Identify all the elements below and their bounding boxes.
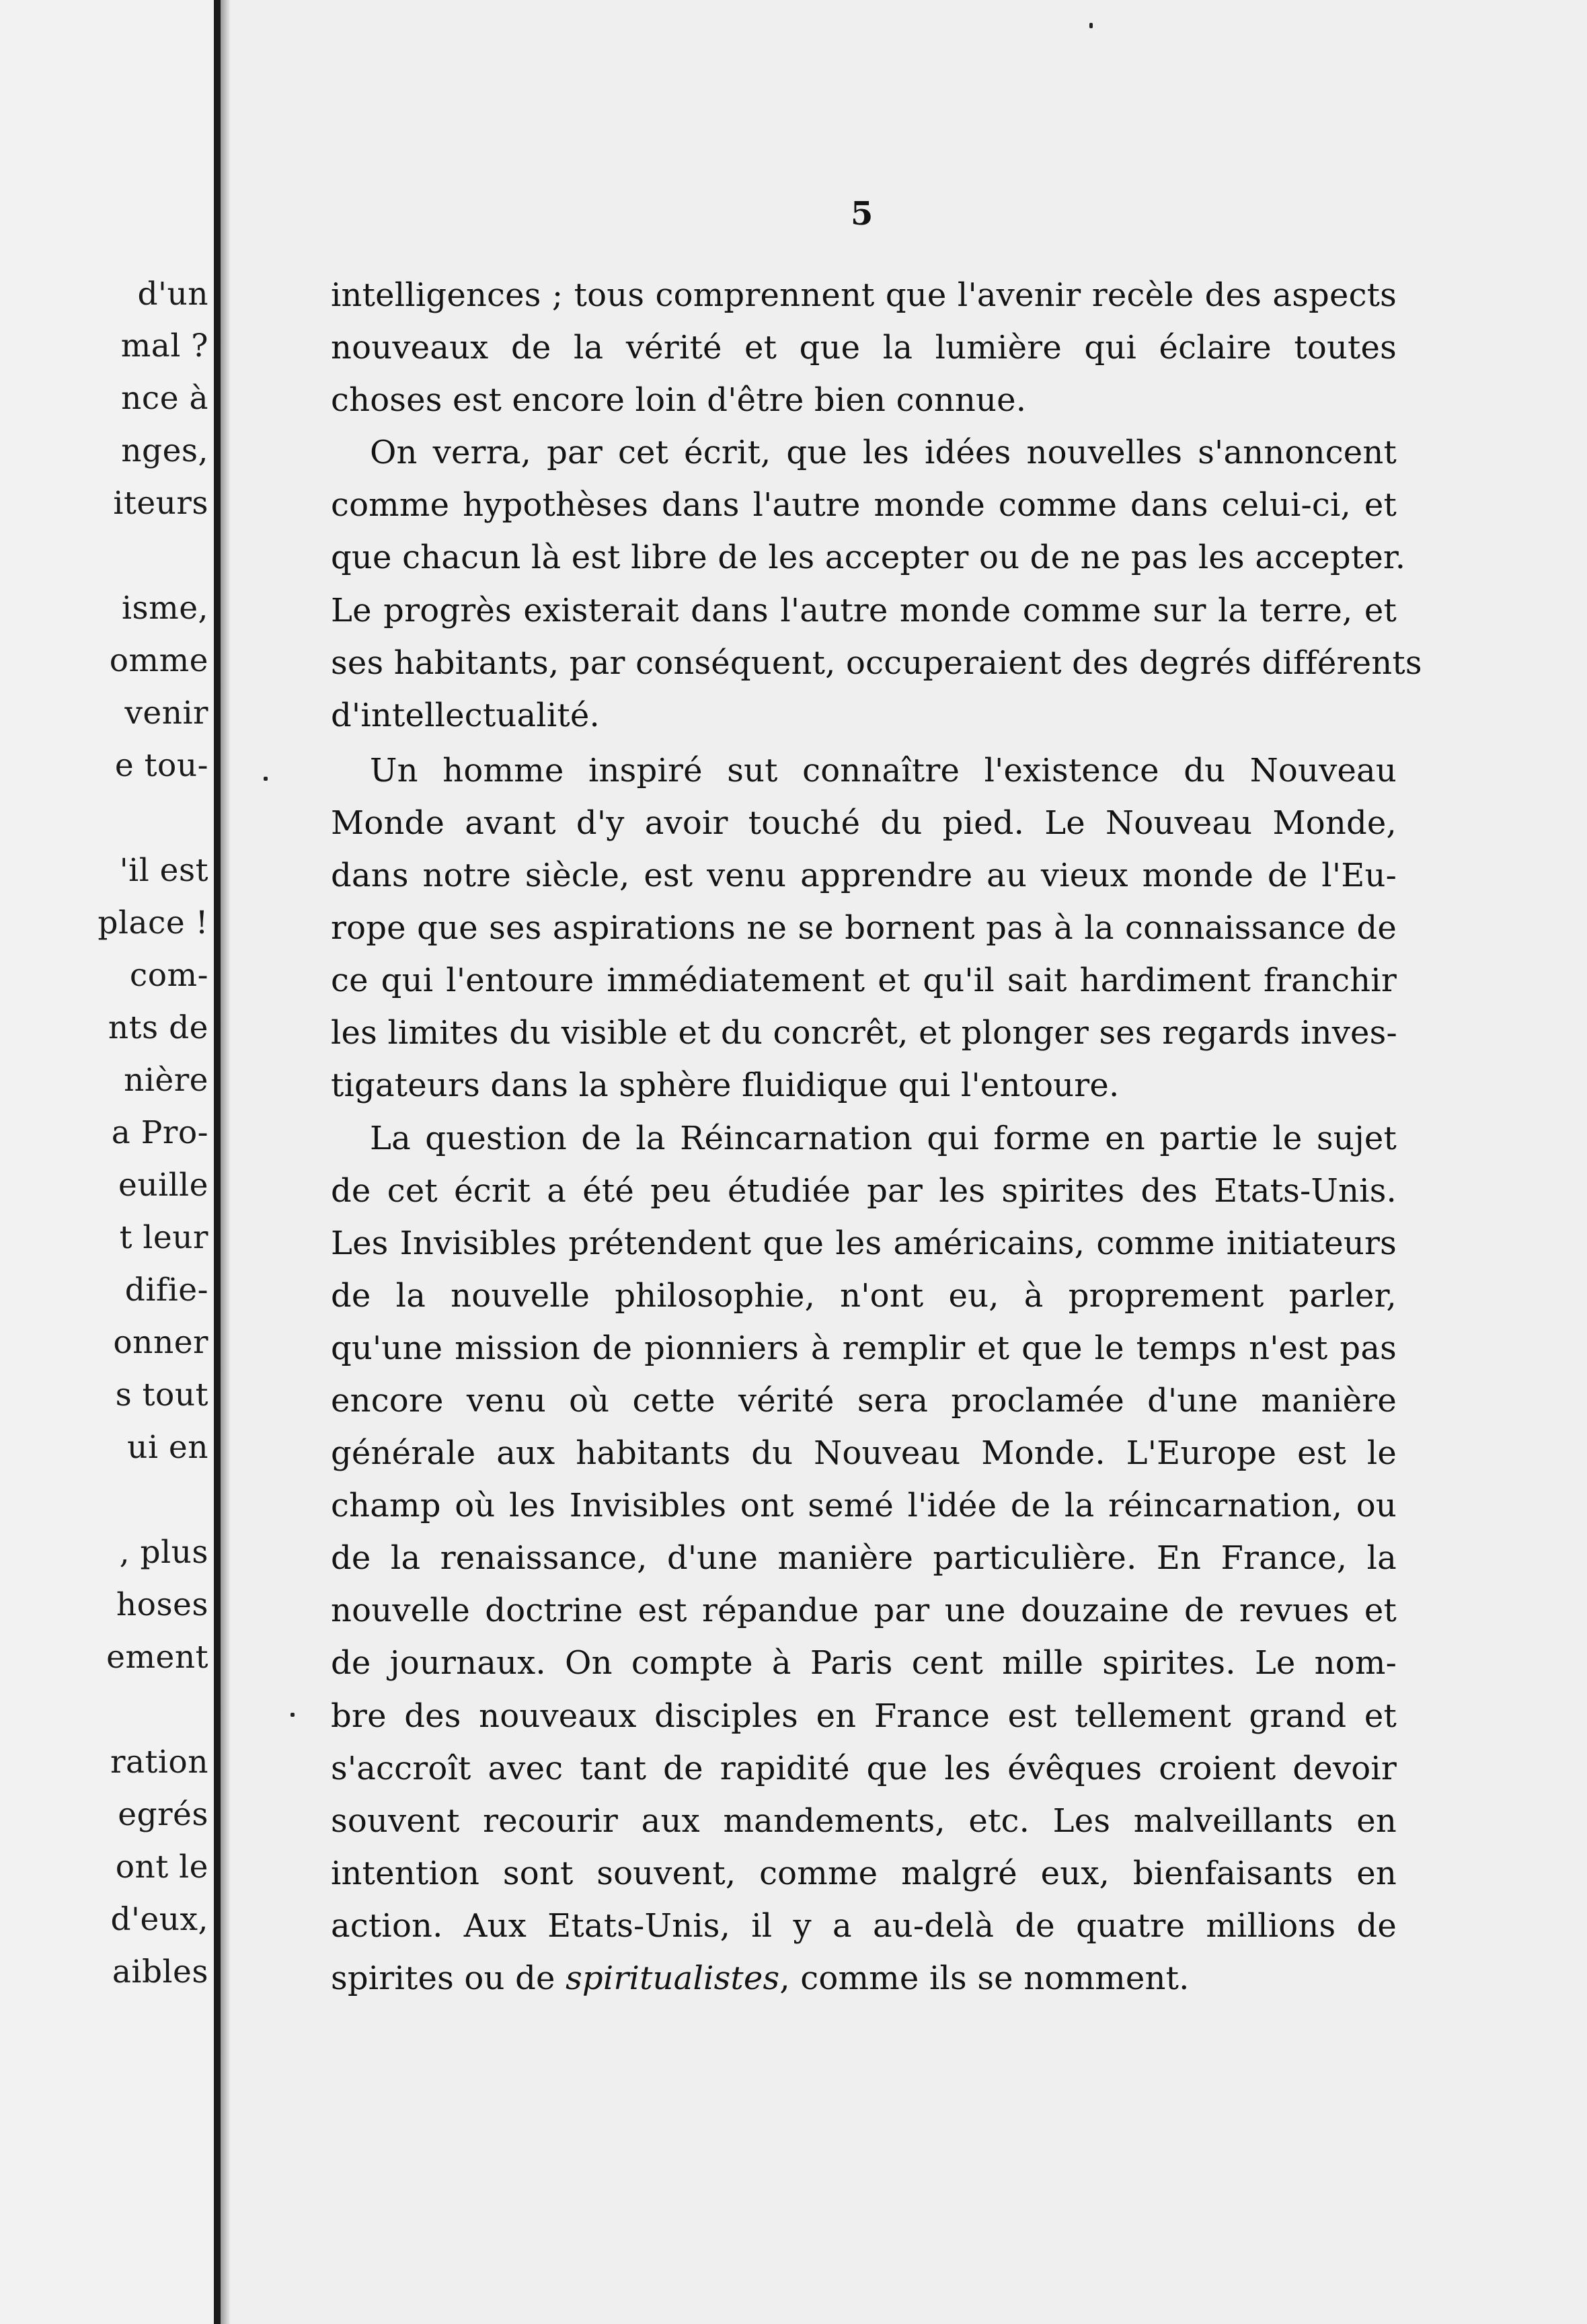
left-page-line: ration (110, 1744, 208, 1781)
left-page-line: ement (106, 1639, 208, 1676)
left-page-line: e tou- (114, 747, 208, 784)
text-line: qu'une mission de pionniers à remplir et que le temps n'est pas (331, 1329, 1397, 1367)
page-number: 5 (851, 195, 874, 233)
text-line: de la renaissance, d'une manière particulière. En France, la (331, 1539, 1397, 1578)
text-line: rope que ses aspirations ne se bornent pas à la connaissance de (331, 909, 1397, 947)
text-line: s'accroît avec tant de rapidité que les évêques croient devoir (331, 1749, 1397, 1787)
left-page-line: nts de (108, 1009, 208, 1046)
left-page-line: ont le (115, 1849, 208, 1886)
text-line: choses est encore loin d'être bien connue. (331, 381, 1027, 420)
left-page-line: iteurs (113, 485, 208, 522)
ink-speck (291, 1713, 295, 1717)
text-line: Les Invisibles prétendent que les américains, comme initiateurs (331, 1224, 1397, 1262)
text-line: dans notre siècle, est venu apprendre au vieux monde de l'Eu- (331, 857, 1397, 895)
left-page-line: isme, (122, 590, 208, 627)
text-line: générale aux habitants du Nouveau Monde. L'Europe est le (331, 1434, 1397, 1473)
left-page-line: omme (109, 642, 208, 679)
text-line: champ où les Invisibles ont semé l'idée de la réincarnation, ou (331, 1487, 1397, 1525)
left-page-line: venir (124, 695, 208, 732)
left-page-line: difie- (124, 1272, 208, 1309)
text-line: On verra, par cet écrit, que les idées nouvelles s'annoncent (370, 434, 1397, 472)
left-page-line: ui en (127, 1429, 208, 1466)
text-line: Monde avant d'y avoir touché du pied. Le Nouveau Monde, (331, 804, 1397, 842)
final-line-end: , comme ils se nomment. (779, 1960, 1190, 1997)
text-line: Le progrès existerait dans l'autre monde comme sur la terre, et (331, 591, 1397, 629)
text-line: de cet écrit a été peu étudiée par les spirites des Etats-Unis. (331, 1171, 1397, 1210)
italic-term: spiritualistes (566, 1960, 780, 1997)
left-page-line: s tout (115, 1377, 208, 1413)
body-text (331, 269, 1422, 2005)
left-page-line: hoses (116, 1586, 208, 1623)
book-gutter (214, 0, 221, 2324)
final-line-start: spirites ou de (331, 1960, 566, 1997)
text-line: action. Aux Etats-Unis, il y a au-delà de quatre millions de (331, 1906, 1397, 1945)
text-line: nouvelle doctrine est répandue par une douzaine de revues et (331, 1592, 1397, 1630)
left-page-line: euille (118, 1167, 208, 1204)
ink-speck (264, 777, 268, 781)
left-page-line: 'il est (119, 852, 208, 889)
ink-speck (1089, 23, 1093, 28)
left-page-line: nce à (121, 380, 208, 417)
text-line: de journaux. On compte à Paris cent mille spirites. Le nom- (331, 1644, 1397, 1682)
gutter-shadow (221, 0, 230, 2324)
text-line: tigateurs dans la sphère fluidique qui l'entoure. (331, 1067, 1120, 1105)
left-page-line: d'un (137, 276, 208, 313)
left-page-line: t leur (119, 1219, 208, 1256)
text-line: intention sont souvent, comme malgré eux, bienfaisants en (331, 1854, 1397, 1892)
text-line: nouveaux de la vérité et que la lumière qui éclaire toutes (331, 329, 1397, 367)
text-line: ce qui l'entoure immédiatement et qu'il sait hardiment franchir (331, 962, 1397, 1000)
text-line-final (331, 1952, 1397, 2005)
left-page-line: nière (124, 1062, 208, 1099)
text-line: que chacun là est libre de les accepter ou de ne pas les accepter. (331, 539, 1406, 577)
text-line: les limites du visible et du concrêt, et plonger ses regards inves- (331, 1014, 1397, 1052)
left-page-line: com- (129, 957, 208, 994)
text-line: Un homme inspiré sut connaître l'existence du Nouveau (370, 751, 1397, 789)
text-line: souvent recourir aux mandements, etc. Les malveillants en (331, 1802, 1397, 1840)
text-line: bre des nouveaux disciples en France est tellement grand et (331, 1697, 1397, 1735)
left-page-fragment (0, 0, 214, 2324)
text-line: de la nouvelle philosophie, n'ont eu, à proprement parler, (331, 1276, 1397, 1315)
text-line: ses habitants, par conséquent, occuperaient des degrés différents (331, 644, 1422, 682)
left-page-line: egrés (118, 1796, 208, 1833)
left-page-line: , plus (119, 1534, 208, 1571)
left-page-line: a Pro- (111, 1114, 208, 1151)
left-page-line: nges, (121, 432, 208, 469)
text-line: intelligences ; tous comprennent que l'avenir recèle des aspects (331, 276, 1397, 314)
left-page-line: aibles (112, 1953, 208, 1990)
left-page-line: onner (113, 1324, 208, 1361)
text-line: encore venu où cette vérité sera proclamée d'une manière (331, 1381, 1397, 1420)
left-page-line: mal ? (120, 327, 208, 364)
left-page-line: place ! (98, 904, 208, 941)
text-line: comme hypothèses dans l'autre monde comme dans celui-ci, et (331, 486, 1397, 525)
left-page-line: d'eux, (110, 1901, 208, 1938)
text-line: d'intellectualité. (331, 696, 600, 734)
text-line: La question de la Réincarnation qui forme en partie le sujet (370, 1119, 1397, 1157)
